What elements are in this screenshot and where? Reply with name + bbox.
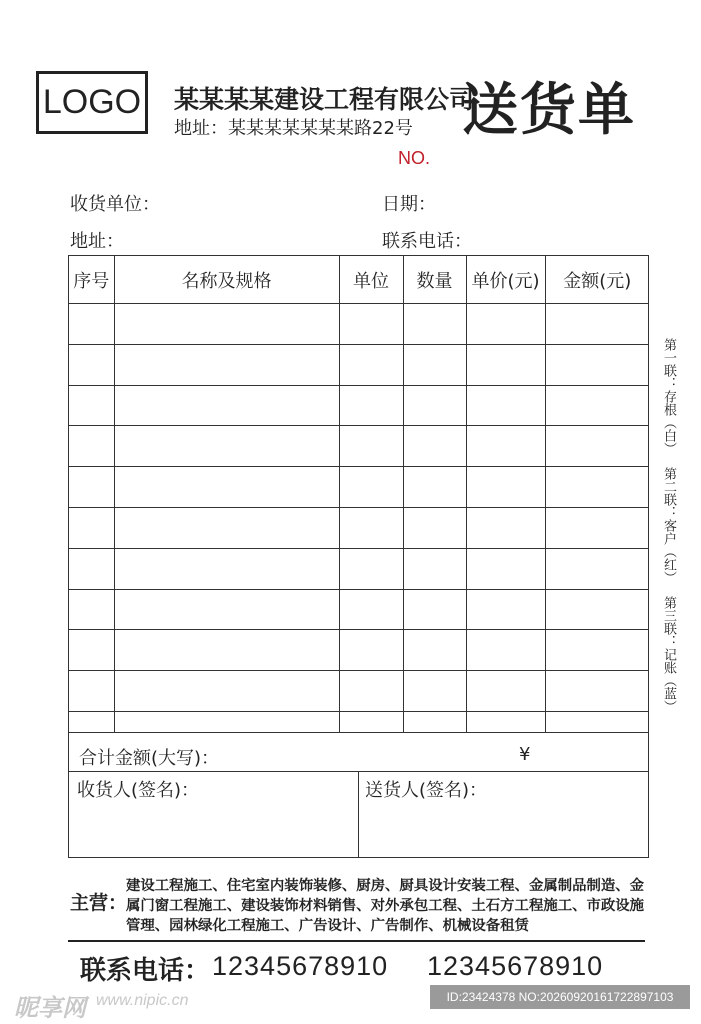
document-title: 送货单 (462, 78, 636, 143)
date-field[interactable]: 日期： (382, 194, 436, 215)
copy-note-2: 第二联：客户（红） (661, 467, 676, 585)
table-cell[interactable] (403, 589, 466, 630)
table-cell[interactable] (466, 589, 545, 630)
table-cell[interactable] (466, 507, 545, 548)
table-cell[interactable] (403, 671, 466, 712)
table-cell[interactable] (545, 711, 649, 732)
receiver-signature-field[interactable]: 收货人(签名)： (77, 780, 200, 801)
total-amount-label: 合计金额(大写)： (79, 748, 220, 769)
table-row (69, 304, 649, 345)
table-cell[interactable] (403, 426, 466, 467)
table-row (69, 630, 649, 671)
table-cell[interactable] (339, 467, 403, 508)
table-cell[interactable] (69, 507, 114, 548)
items-table (69, 256, 649, 732)
table-cell[interactable] (466, 548, 545, 589)
table-cell[interactable] (69, 548, 114, 589)
table-cell[interactable] (403, 467, 466, 508)
table-cell[interactable] (403, 548, 466, 589)
table-row (69, 507, 649, 548)
table-cell[interactable] (114, 426, 339, 467)
currency-symbol: ¥ (519, 744, 531, 765)
watermark-id: ID:23424378 NO:20260920161722897103 (430, 985, 690, 1009)
table-cell[interactable] (466, 671, 545, 712)
table-cell[interactable] (114, 467, 339, 508)
table-body (69, 304, 649, 733)
table-cell[interactable] (545, 467, 649, 508)
company-address: 地址：某某某某某某某路22号 (174, 118, 413, 139)
contact-phone-2: 12345678910 (427, 951, 604, 981)
sender-signature-field[interactable]: 送货人(签名)： (365, 780, 488, 801)
table-cell[interactable] (114, 548, 339, 589)
logo-text: LOGO (42, 83, 142, 121)
table-row (69, 344, 649, 385)
table-cell[interactable] (339, 304, 403, 345)
table-cell[interactable] (69, 671, 114, 712)
table-cell[interactable] (466, 426, 545, 467)
table-cell[interactable] (339, 589, 403, 630)
copy-note (656, 338, 676, 713)
column-header-index: 序号 (69, 256, 114, 304)
table-cell[interactable] (403, 507, 466, 548)
table-cell[interactable] (545, 671, 649, 712)
table-row (69, 711, 649, 732)
table-cell[interactable] (69, 426, 114, 467)
table-cell[interactable] (545, 548, 649, 589)
table-cell[interactable] (545, 344, 649, 385)
table-cell[interactable] (69, 630, 114, 671)
table-cell[interactable] (69, 304, 114, 345)
table-row (69, 589, 649, 630)
table-cell[interactable] (545, 507, 649, 548)
column-header-name-spec: 名称及规格 (114, 256, 339, 304)
contact-phone-field[interactable]: 联系电话： (382, 231, 472, 252)
table-cell[interactable] (466, 467, 545, 508)
column-header-unit: 单位 (339, 256, 403, 304)
table-cell[interactable] (545, 304, 649, 345)
table-cell[interactable] (69, 385, 114, 426)
table-cell[interactable] (545, 426, 649, 467)
table-cell[interactable] (114, 304, 339, 345)
table-cell[interactable] (114, 589, 339, 630)
table-cell[interactable] (339, 711, 403, 732)
table-cell[interactable] (403, 344, 466, 385)
table-cell[interactable] (69, 344, 114, 385)
address-field[interactable]: 地址： (70, 231, 124, 252)
copy-note-3: 第三联：记账（蓝） (661, 596, 676, 714)
table-row (69, 548, 649, 589)
column-header-quantity: 数量 (403, 256, 466, 304)
copy-note-1: 第一联：存根（白） (661, 338, 676, 455)
table-cell[interactable] (339, 630, 403, 671)
contact-phone-1: 12345678910 (212, 951, 389, 981)
table-cell[interactable] (545, 385, 649, 426)
table-cell[interactable] (114, 711, 339, 732)
column-header-amount: 金额(元) (545, 256, 649, 304)
table-cell[interactable] (466, 304, 545, 345)
table-cell[interactable] (69, 467, 114, 508)
table-cell[interactable] (403, 385, 466, 426)
table-cell[interactable] (339, 344, 403, 385)
table-row (69, 426, 649, 467)
table-cell[interactable] (403, 630, 466, 671)
table-cell[interactable] (339, 671, 403, 712)
document-number-label: NO. (398, 148, 431, 168)
table-cell[interactable] (545, 589, 649, 630)
business-scope-text: 建设工程施工、住宅室内装饰装修、厨房、厨具设计安装工程、金属制品制造、金属门窗工程施工、建设装饰材料销售、对外承包工程、土石方工程施工、市政设施管理、园林绿化工程施工、广告设计、广告制作、机械设备租赁 (126, 878, 645, 934)
table-cell[interactable] (114, 630, 339, 671)
table-cell[interactable] (339, 507, 403, 548)
watermark-url: www.nipic.cn (96, 992, 189, 1009)
table-cell[interactable] (339, 548, 403, 589)
table-cell[interactable] (466, 344, 545, 385)
column-header-unit-price: 单价(元) (466, 256, 545, 304)
table-cell[interactable] (403, 711, 466, 732)
total-row (69, 732, 648, 772)
table-cell[interactable] (69, 589, 114, 630)
logo-box (36, 71, 148, 134)
watermark-logo: 昵享网 (14, 994, 86, 1022)
table-header-row (69, 256, 649, 304)
business-label: 主营： (70, 892, 128, 914)
table-cell[interactable] (69, 711, 114, 732)
table-cell[interactable] (466, 630, 545, 671)
items-table-frame (68, 255, 649, 733)
table-row (69, 385, 649, 426)
signature-divider (358, 772, 359, 857)
footer-box (68, 732, 649, 858)
table-cell[interactable] (114, 344, 339, 385)
company-name: 某某某某建设工程有限公司 (174, 85, 475, 114)
table-cell[interactable] (114, 671, 339, 712)
receiving-unit-field[interactable]: 收货单位： (70, 194, 160, 215)
table-row (69, 467, 649, 508)
table-cell[interactable] (466, 711, 545, 732)
table-cell[interactable] (545, 630, 649, 671)
table-cell[interactable] (114, 507, 339, 548)
table-cell[interactable] (339, 385, 403, 426)
table-cell[interactable] (403, 304, 466, 345)
contact-phone-label: 联系电话： (80, 956, 211, 986)
table-cell[interactable] (114, 385, 339, 426)
divider-line (68, 940, 645, 942)
table-cell[interactable] (339, 426, 403, 467)
table-cell[interactable] (466, 385, 545, 426)
table-row (69, 671, 649, 712)
